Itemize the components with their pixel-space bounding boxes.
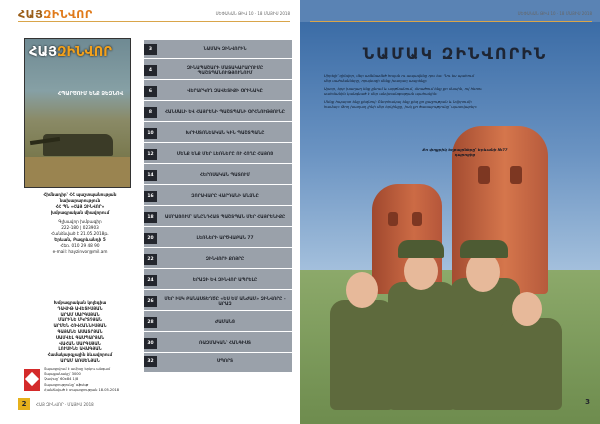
cover-logo [29,45,112,60]
toc-item-label: ՎԵՐԱՐԿՈՂ ԶԱՎԵՏԻՔԻ ՕՐԻՆԱԿԸ [187,89,263,95]
masthead-logo-part2: ԶԻՆՎՈՐ [43,8,93,21]
monument-eye [478,166,490,184]
child-cap [460,240,508,258]
toc-page-number: 26 [144,296,157,307]
toc-item-label: ՀԱՆՍԱԼԻ ԵՎ ՀԱՅՐԵՆԻ ՊԱՇՏՊԱՆԻ ՕՐՀՆՈՒԹՅՈՒՆԸ [165,110,285,116]
letter-paragraph: Այսօր, երբ խաղաղ ենք քնում և արթնանում, մտածում ենք քո մասին, ով հեռու սահմանին կանգնած է մեր անվտանգության պահակին: [324,85,482,97]
page-number-right: 3 [585,398,590,406]
monument-eye [510,166,522,184]
imprint-line: ՀՀ ՊՆ «ՀԱՅ ԶԻՆՎՈՐ» [55,204,105,209]
toc-item[interactable] [144,63,292,80]
child-face [466,252,500,292]
toc-item-label: ԶԻՆԱՊԱՇԱՐԻ ՄԱՏԱԿԱՐԱՐՈՒՄԸ ՊԱՇՏՊԱՆՈՒԹՅՈՒՆՈՒՄ [186,65,264,76]
toc-page-number: 8 [144,107,157,118]
toc-page-number: 28 [144,317,157,328]
staff-line: Համակարգչային ձևավորում [47,352,113,358]
toc-item-label: ԶՈՐԱՎԱՐԸ ՎԱՐԴԱՆԻ ԱՆՁՆԸ [191,194,259,200]
printer-logo [24,369,40,391]
toc-page-number: 14 [144,170,157,181]
toc-item[interactable] [144,354,292,371]
toc-page-number: 24 [144,275,157,286]
printer-block [24,367,140,407]
letter-title: ՆԱՄԱԿ ԶԻՆՎՈՐԻՆ [362,44,548,63]
right-page [300,0,600,424]
toc-page-number: 32 [144,356,157,367]
printer-line: Տպագրությունը՝ օֆսեթ [44,382,89,387]
imprint-address: Երևան, Բագրևանդի 5 [54,237,106,242]
toc-page-number: 6 [144,86,157,97]
masthead-logo [18,8,93,21]
printer-line: Չափսը՝ 60x84 1/8 [44,377,79,382]
imprint-line: Հիմնադիր՝ ՀՀ պաշտպանության [43,192,117,197]
toc-item[interactable] [144,105,292,122]
imprint-line: խմբագրական միավորում [50,210,110,215]
left-page-header [18,8,290,22]
letter-paragraph: Սիրելի՛ զինվոր, մեր ամենամեծ հույսն ու ապավենը դու ես: Դու ես պահում մեր սահմանները, որպեսզի մենք խաղաղ ապրենք: [324,73,475,84]
staff-line: ԱՐԱՄ ԱՌՍԵՆՅԱՆ [60,357,100,363]
child-figure [330,300,394,410]
imprint-line: նախարարություն [59,198,101,203]
table-of-contents [144,40,292,372]
left-footer-text: ՀԱՅ ԶԻՆՎՈՐ · ՄԱՅԻՍ 2018 [36,402,94,407]
toc-page-number: 4 [144,65,157,76]
child-figure [500,318,562,410]
toc-item-label: ԺԱՄԱՆՑ [215,320,235,326]
toc-item-label: ՀԵՐՈՍԱԿԱՆ ՊԱՏՈՒՄ [200,173,250,179]
masthead-logo-part1: ՀԱՅ [18,8,44,21]
cover-headline: ՀՊԱՐԾՈՒՄ ԵՆՔ ՁԵԶՆՈՎ [57,91,124,97]
imprint-tel: Հեռ. 010 29 48 90 [60,243,100,248]
staff-line: ՍԱՄՎԵԼ ԳԱՍՊԱՐՅԱՆ [55,334,105,340]
toc-item[interactable] [144,147,292,164]
monument-eye [388,212,398,226]
editorial-staff [24,300,136,364]
toc-item-label: ՌԱԶՄԱԿԱՆ՝ ՀԱՆԳԻՍՏ [199,341,251,347]
toc-item[interactable] [144,126,292,143]
letter-photo-panel [300,0,600,424]
staff-line: ԴԱՎԻԹ ԱՎԵՏԻՍՅԱՆ [57,305,103,311]
cover-logo-part2: ԶԻՆՎՈՐ [57,45,112,60]
toc-item[interactable] [144,84,292,101]
imprint-phones: 222-180 | 023903 [61,225,99,230]
printer-line: Տպագրվում է ամիսը երկու անգամ [44,367,111,371]
staff-line: ՎԱՀԱՆ ՍԱՐԳՍՅԱՆ [59,340,101,346]
toc-page-number: 18 [144,212,157,223]
toc-item-label: ՄԵՐ ԻՍԿ ԲԱՆԱՍՏԵՂԾԸ «ԵՍ ԵՄ ԱՆԺԱՄ» ԶԻՆՎՈՐԸ - ԱՐԱԶ [164,296,286,307]
imprint-signed-date: Հանձնված է 21.05.2018թ. [51,231,109,236]
staff-line: Խմբագրական կոլեգիա [53,300,107,305]
right-page-header [310,8,592,22]
toc-item-label: ԼԵՌՆԵՐԻ ԱՐԾՎԱԲԱՆ 77 [196,236,254,242]
toc-page-number: 22 [144,254,157,265]
imprint-block [24,192,136,255]
cover-ground [25,157,131,188]
toc-item-label: ԱՄՐԱՑՈՒՄ՝ ԱՆԸՆԴՀԱՏ ՊԱՇՏՊԱՆ ՄԵՐ ՀԱՅՐԵՆԻՔԸ [164,215,286,221]
toc-item[interactable] [144,210,292,227]
toc-page-number: 20 [144,233,157,244]
toc-page-number: 12 [144,149,157,160]
child-face [512,292,542,326]
cover-image [24,38,131,188]
toc-page-number: 30 [144,338,157,349]
page-number-left: 2 [18,398,30,410]
staff-line: ՄԱՐԻՆԵ ՄԿՐՏՉՅԱՆ [58,317,102,323]
child-figure [388,282,456,410]
toc-item[interactable] [144,42,292,59]
toc-item[interactable] [144,273,292,290]
toc-page-number: 10 [144,128,157,139]
toc-page-number: 16 [144,191,157,202]
toc-item[interactable] [144,336,292,353]
toc-item-label: ՍՊՈՐՏ [216,359,234,365]
toc-item[interactable] [144,252,292,269]
toc-item-label: ՆԱՄԱԿ ԶԻՆՎՈՐԻՆ [203,47,247,53]
toc-item-label: ԶԻՆՎՈՐԻ ՔՈՅՐԸ [205,257,245,263]
toc-item[interactable] [144,294,292,311]
toc-item-label: ՄԵՆՔ ԵՆՔ ՄԵՐ ԼԵՌՆԵՐԸ ՈՒ ՀՈՂԸ ՀԱՅՈՑ [176,152,274,158]
staff-line: ԼՈՒՍԻՆԵ ԱՎԱԳՅԱՆ [58,346,102,352]
imprint-editor-label: Գլխավոր խմբագիր [58,219,102,224]
toc-page-number: 3 [144,44,157,55]
toc-item-label: ԵՐԱԶԻ ԵՎ ԶԻՆՎՈՐ ԱՊՐԵԼԸ [192,278,258,284]
child-cap [398,240,444,258]
imprint-email: e-mail: hayzinvor@mil.am [52,249,108,254]
letter-signature: Քո փոքրիկ եղբայրները՝ Երևանի №77 դպրոցից [422,147,508,158]
letter-paragraph: Մենք հպարտ ենք քեզնով: Շնորհակալ ենք քեզ քո քաջության և նվիրումի համար: Թող խաղաղ լինի մեր երկինքը, իսկ քո ծառայությունը՝ պատվաբեր: [324,98,478,110]
staff-line: ԱՐՄԵՆ ՀՈՎՀԱՆՆԻՍՅԱՆ [53,323,107,329]
printer-line: Տպաքանակը՝ 3000 [44,372,81,377]
issue-line: ՍԵՓԱԿԱՆ ԹԻՎ 10 · 18 ՄԱՅԻՍ 2018 [215,11,290,16]
child-face [346,272,378,308]
toc-item[interactable] [144,168,292,185]
printer-line: Հանձնված է տպագրության 18.05.2018 [44,387,120,392]
toc-item[interactable] [144,315,292,332]
monument-eye [412,212,422,226]
staff-line: ԱՐԱՄ ՍԱՐԳՍՅԱՆ [60,311,100,317]
staff-line: ԳԱՅԱՆԵ ԱՍԱՏՐՅԱՆ [57,328,103,334]
cover-logo-part1: ՀԱՅ [29,45,57,60]
toc-item-label: ԽՐԻՍՏՈՆԵԱԿԱՆ ԿԻՆ ՊԱՇՏՊԱՆԸ [185,131,265,137]
letter-body [324,73,482,111]
printer-details [44,367,140,393]
toc-item[interactable] [144,189,292,206]
toc-item[interactable] [144,231,292,248]
right-issue-line: ՍԵՓԱԿԱՆ ԹԻՎ 10 · 18 ՄԱՅԻՍ 2018 [517,11,592,16]
